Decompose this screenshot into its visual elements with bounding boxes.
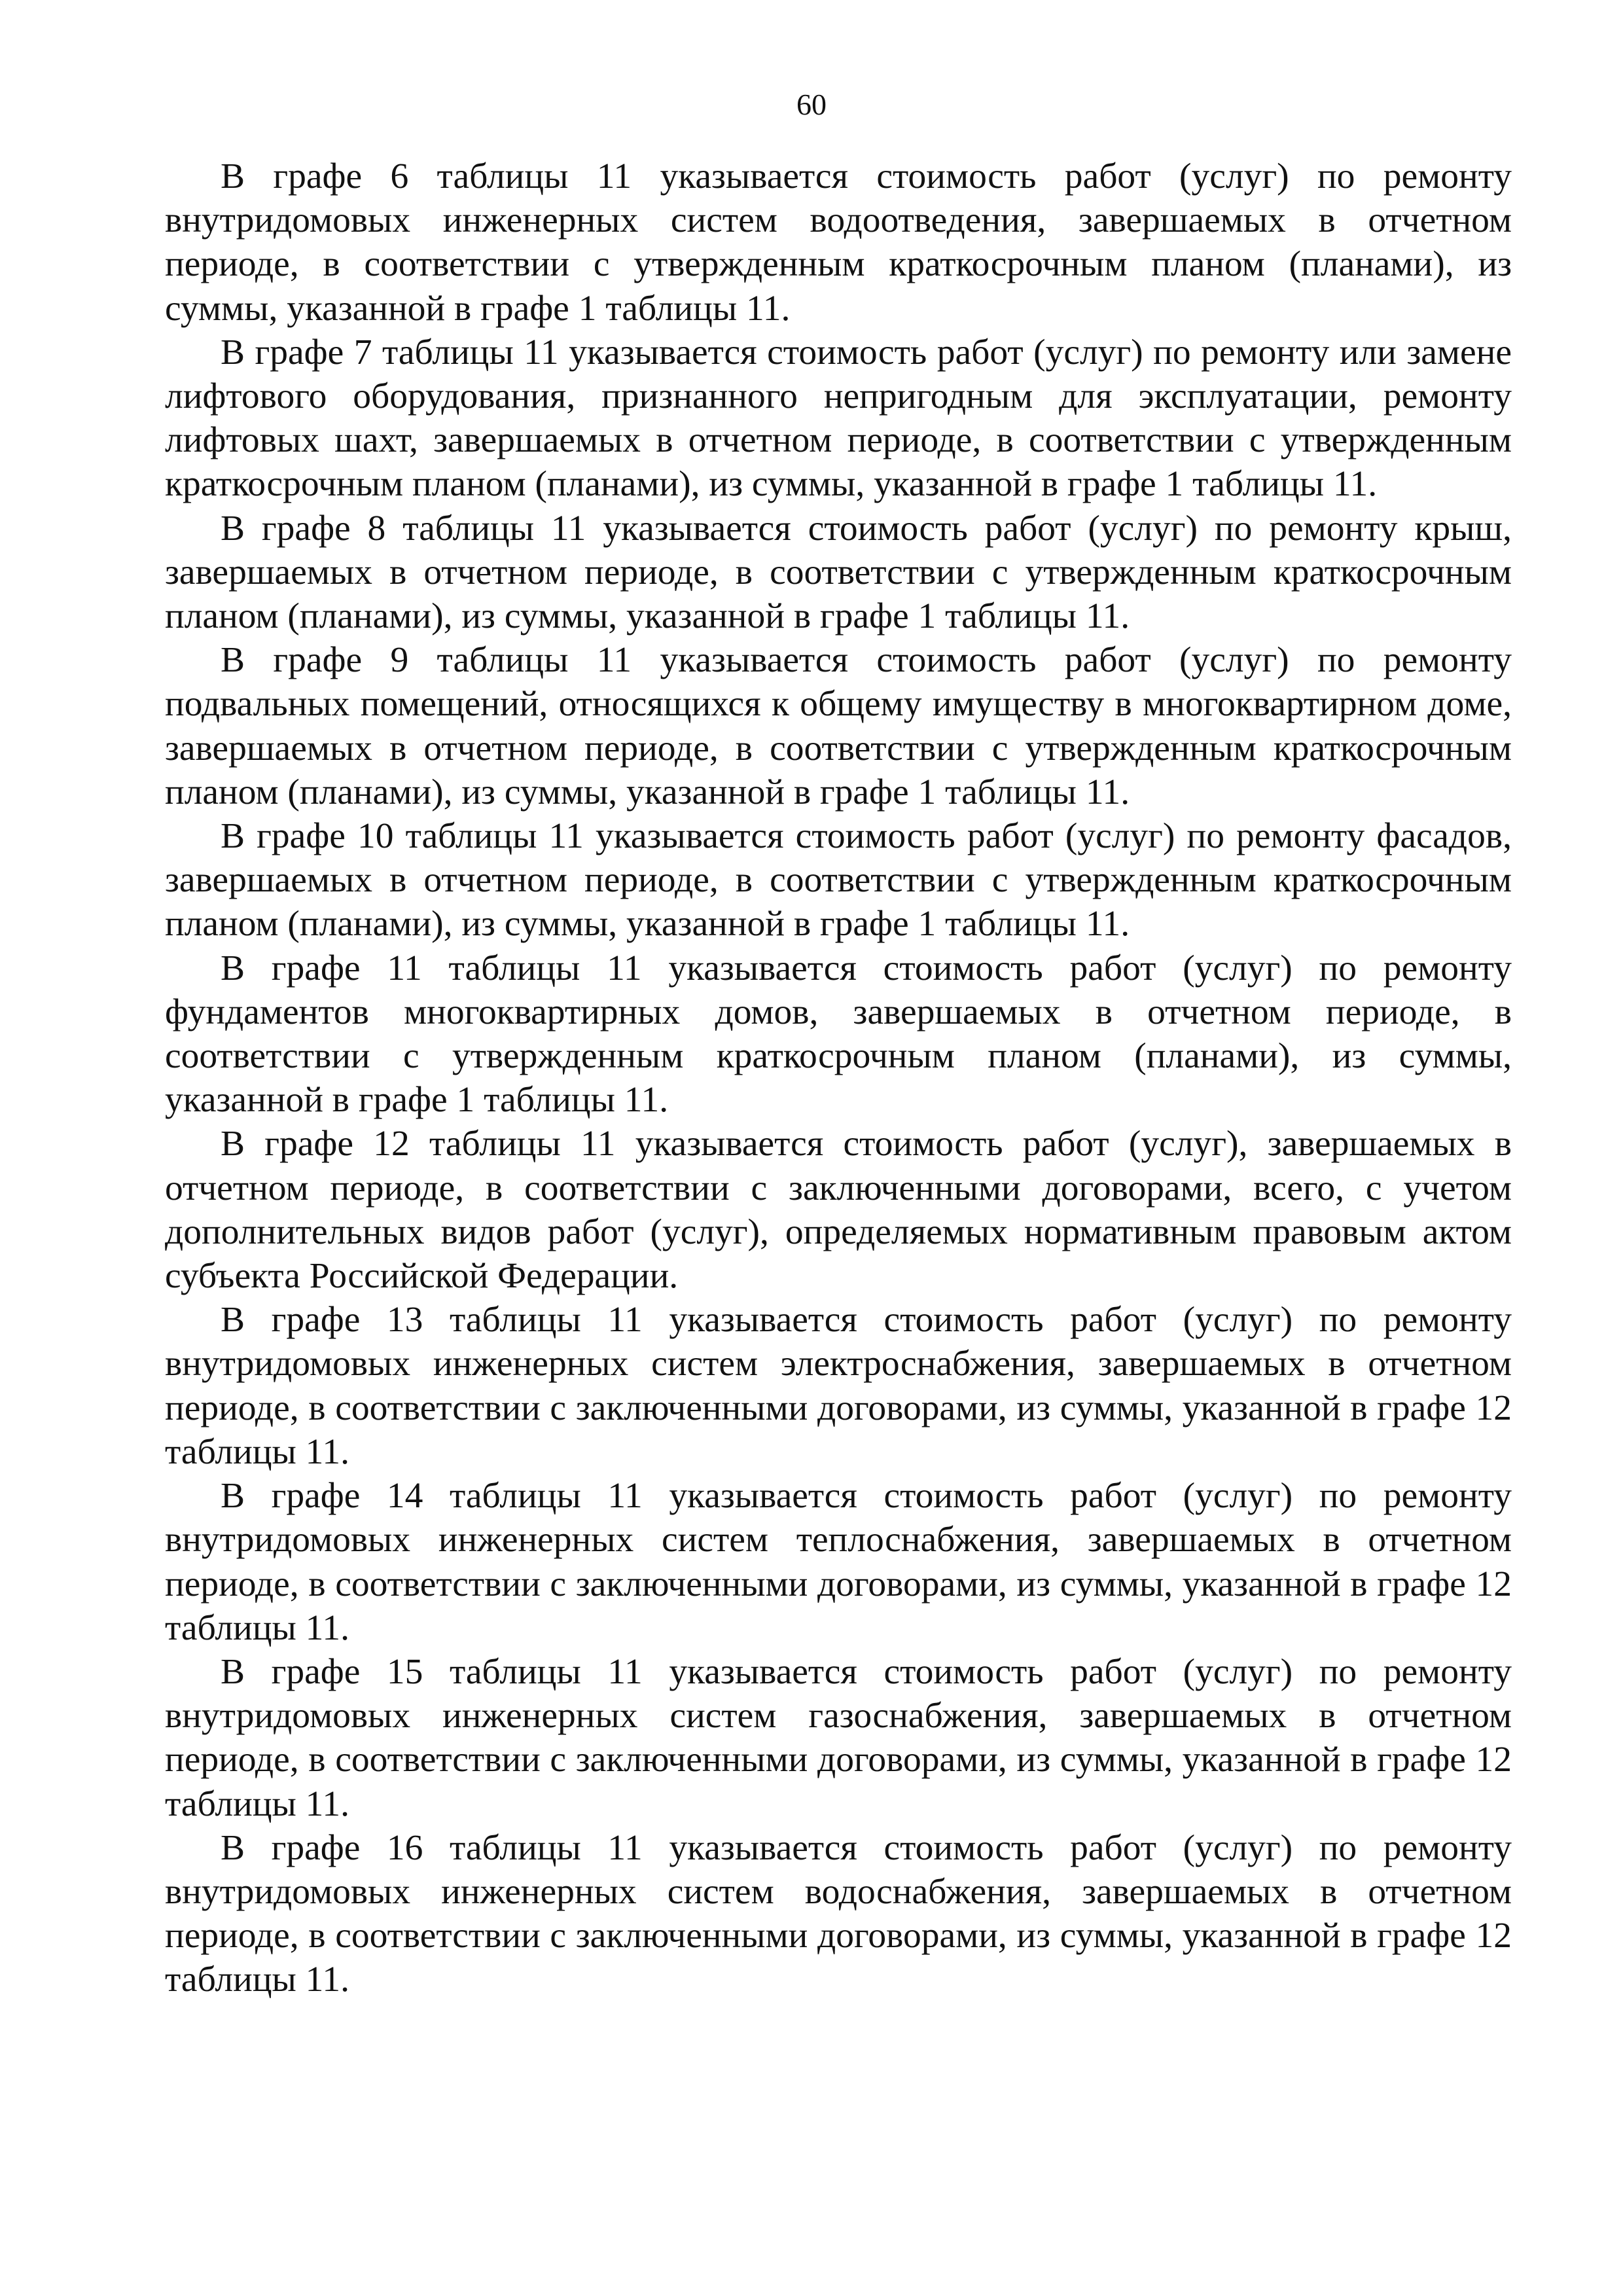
paragraph-column-10: В графе 10 таблицы 11 указывается стоимость работ (услуг) по ремонту фасадов, завершаемых в отчетном периоде, в соответствии с утвержденным краткосрочным планом (планами), из суммы, указанной в графе 1 таблицы 11. bbox=[165, 816, 1512, 944]
document-body bbox=[165, 154, 1512, 2002]
paragraph-column-14: В графе 14 таблицы 11 указывается стоимость работ (услуг) по ремонту внутридомовых инженерных систем теплоснабжения, завершаемых в отчетном периоде, в соответствии с заключенными договорами, из суммы, указанной в графе 12 таблицы 11. bbox=[165, 1476, 1512, 1648]
paragraph-column-12: В графе 12 таблицы 11 указывается стоимость работ (услуг), завершаемых в отчетном периоде, в соответствии с заключенными договорами, всего, с учетом дополнительных видов работ (услуг), определяемых нормативным правовым актом субъекта Российской Федерации. bbox=[165, 1124, 1512, 1297]
paragraph-column-11: В графе 11 таблицы 11 указывается стоимость работ (услуг) по ремонту фундаментов многоквартирных домов, завершаемых в отчетном периоде, в соответствии с утвержденным краткосрочным планом (планами), из суммы, указанной в графе 1 таблицы 11. bbox=[165, 948, 1512, 1121]
page-number: 60 bbox=[796, 88, 827, 121]
paragraph-column-16: В графе 16 таблицы 11 указывается стоимость работ (услуг) по ремонту внутридомовых инженерных систем водоснабжения, завершаемых в отчетном периоде, в соответствии с заключенными договорами, из суммы, указанной в графе 12 таблицы 11. bbox=[165, 1827, 1512, 2000]
paragraph-column-6: В графе 6 таблицы 11 указывается стоимость работ (услуг) по ремонту внутридомовых инженерных систем водоотведения, завершаемых в отчетном периоде, в соответствии с утвержденным краткосрочным планом (планами), из суммы, указанной в графе 1 таблицы 11. bbox=[165, 156, 1512, 329]
paragraph-column-15: В графе 15 таблицы 11 указывается стоимость работ (услуг) по ремонту внутридомовых инженерных систем газоснабжения, завершаемых в отчетном периоде, в соответствии с заключенными договорами, из суммы, указанной в графе 12 таблицы 11. bbox=[165, 1651, 1512, 1824]
paragraph-column-13: В графе 13 таблицы 11 указывается стоимость работ (услуг) по ремонту внутридомовых инженерных систем электроснабжения, завершаемых в отчетном периоде, в соответствии с заключенными договорами, из суммы, указанной в графе 12 таблицы 11. bbox=[165, 1300, 1512, 1472]
paragraph-column-7: В графе 7 таблицы 11 указывается стоимость работ (услуг) по ремонту или замене лифтового оборудования, признанного непригодным для эксплуатации, ремонту лифтовых шахт, завершаемых в отчетном периоде, в соответствии с утвержденным краткосрочным планом (планами), из суммы, указанной в графе 1 таблицы 11. bbox=[165, 332, 1512, 505]
paragraph-column-8: В графе 8 таблицы 11 указывается стоимость работ (услуг) по ремонту крыш, завершаемых в отчетном периоде, в соответствии с утвержденным краткосрочным планом (планами), из суммы, указанной в графе 1 таблицы 11. bbox=[165, 508, 1512, 637]
paragraph-column-9: В графе 9 таблицы 11 указывается стоимость работ (услуг) по ремонту подвальных помещений, относящихся к общему имуществу в многоквартирном доме, завершаемых в отчетном периоде, в соответствии с утвержденным краткосрочным планом (планами), из суммы, указанной в графе 1 таблицы 11. bbox=[165, 640, 1512, 812]
